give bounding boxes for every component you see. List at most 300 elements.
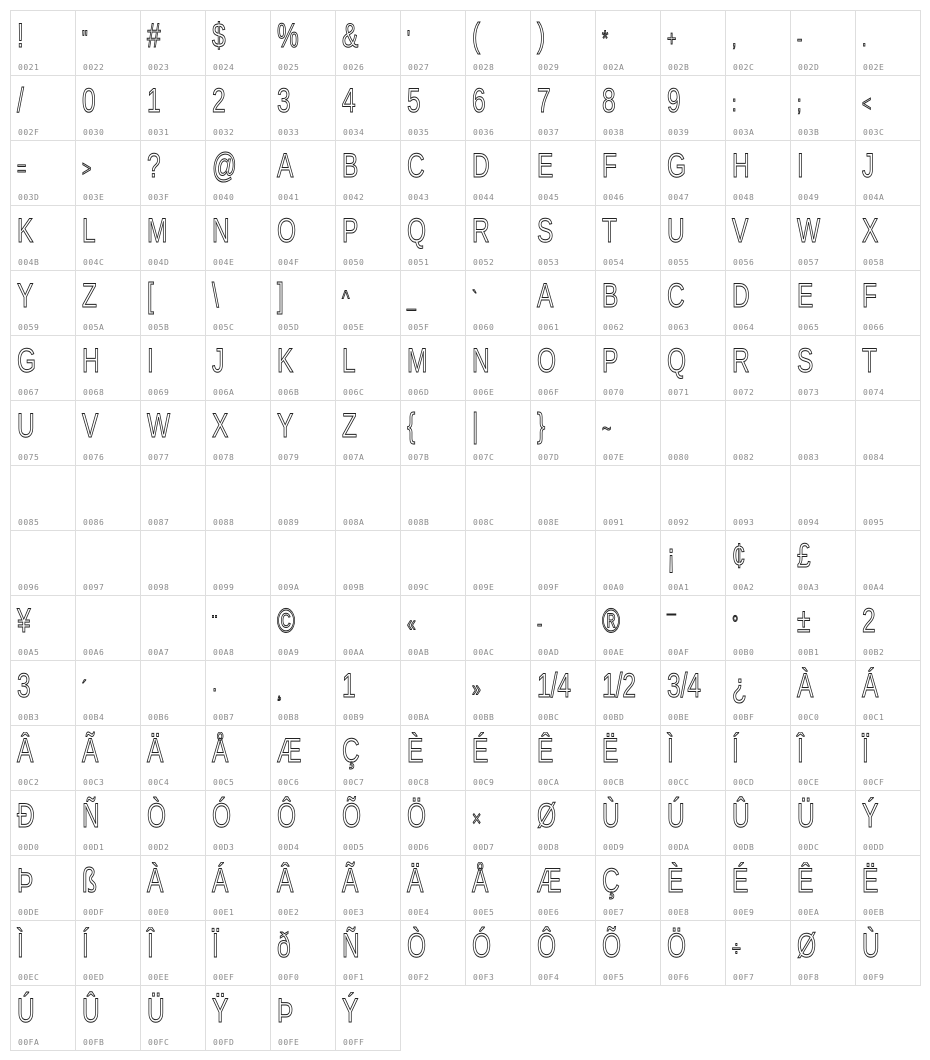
glyph-cell[interactable] <box>335 920 400 985</box>
glyph-cell[interactable] <box>270 920 335 985</box>
glyph-cell[interactable] <box>855 10 921 75</box>
glyph-cell[interactable] <box>725 725 790 790</box>
glyph-cell[interactable] <box>75 140 140 205</box>
glyph-preview: É <box>472 732 489 770</box>
glyph-cell[interactable] <box>660 920 725 986</box>
glyph-cell[interactable] <box>725 920 790 986</box>
glyph-cell[interactable] <box>725 75 790 140</box>
glyph-cell[interactable] <box>530 725 595 790</box>
glyph-preview: 1/4 <box>537 667 572 705</box>
codepoint-label: 0046 <box>603 193 625 202</box>
glyph-preview: 6 <box>472 82 486 120</box>
codepoint-label: 00D3 <box>213 843 235 852</box>
glyph-cell[interactable] <box>10 920 75 985</box>
glyph-preview: Û <box>82 992 100 1030</box>
codepoint-label: 00B4 <box>83 713 105 722</box>
glyph-cell[interactable] <box>75 400 140 465</box>
glyph-preview: Ò <box>147 797 167 835</box>
glyph-cell[interactable] <box>660 205 725 270</box>
glyph-cell[interactable] <box>855 270 921 335</box>
glyph-cell[interactable] <box>10 400 75 465</box>
glyph-cell[interactable] <box>725 335 790 400</box>
glyph-cell[interactable] <box>140 400 205 465</box>
glyph-cell[interactable] <box>140 595 205 660</box>
glyph-cell[interactable] <box>855 400 921 465</box>
glyph-cell[interactable] <box>75 855 140 920</box>
glyph-cell[interactable] <box>595 335 660 400</box>
glyph-preview: B <box>602 277 619 315</box>
glyph-cell[interactable] <box>465 920 530 986</box>
glyph-cell[interactable] <box>335 10 400 75</box>
glyph-cell[interactable] <box>530 660 595 725</box>
glyph-preview: · <box>212 676 218 701</box>
glyph-preview: @ <box>212 147 237 185</box>
glyph-preview: ¡ <box>667 537 676 575</box>
glyph-cell[interactable] <box>10 790 75 855</box>
glyph-preview: 3 <box>17 667 31 705</box>
glyph-cell[interactable] <box>660 10 725 75</box>
glyph-cell[interactable] <box>205 725 270 790</box>
glyph-preview: ð <box>277 927 291 965</box>
glyph-cell[interactable] <box>530 595 595 660</box>
codepoint-label: 00EC <box>18 973 40 982</box>
glyph-cell[interactable] <box>335 530 400 595</box>
glyph-preview: Â <box>17 732 34 770</box>
glyph-preview: 3/4 <box>667 667 702 705</box>
glyph-preview: ° <box>732 611 739 636</box>
codepoint-label: 008A <box>343 518 365 527</box>
glyph-cell[interactable] <box>660 725 725 790</box>
glyph-preview: _ <box>407 286 416 311</box>
glyph-cell[interactable] <box>400 10 465 75</box>
glyph-cell[interactable] <box>465 595 530 660</box>
glyph-preview: 9 <box>667 82 681 120</box>
glyph-cell[interactable] <box>205 400 270 465</box>
glyph-cell[interactable] <box>270 10 335 75</box>
glyph-cell[interactable] <box>205 660 270 725</box>
glyph-cell[interactable] <box>595 400 660 465</box>
glyph-cell[interactable] <box>205 790 270 855</box>
glyph-cell[interactable] <box>400 400 465 465</box>
glyph-preview: T <box>862 342 877 380</box>
glyph-cell[interactable] <box>335 400 400 465</box>
glyph-cell[interactable] <box>75 725 140 790</box>
glyph-preview: C <box>407 147 425 185</box>
codepoint-label: 0045 <box>538 193 560 202</box>
glyph-cell[interactable] <box>530 920 595 986</box>
glyph-cell[interactable] <box>75 920 140 985</box>
codepoint-label: 0051 <box>408 258 430 267</box>
glyph-cell[interactable] <box>530 205 595 270</box>
glyph-cell[interactable] <box>10 205 75 270</box>
glyph-cell[interactable] <box>465 465 530 530</box>
codepoint-label: 002A <box>603 63 625 72</box>
glyph-cell[interactable] <box>660 400 725 465</box>
glyph-cell[interactable] <box>270 465 335 530</box>
glyph-cell[interactable] <box>140 140 205 205</box>
glyph-preview: W <box>797 212 821 250</box>
glyph-cell[interactable] <box>725 400 790 465</box>
glyph-cell[interactable] <box>205 140 270 205</box>
glyph-cell[interactable] <box>205 75 270 140</box>
glyph-cell[interactable] <box>205 530 270 595</box>
glyph-cell[interactable] <box>660 595 725 660</box>
glyph-preview: | <box>472 407 479 445</box>
glyph-preview: Q <box>407 212 427 250</box>
codepoint-label: 00C3 <box>83 778 105 787</box>
glyph-cell[interactable] <box>660 465 725 530</box>
glyph-cell[interactable] <box>335 270 400 335</box>
glyph-cell[interactable] <box>10 530 75 595</box>
glyph-cell[interactable] <box>140 270 205 335</box>
glyph-preview: \ <box>212 277 219 315</box>
glyph-cell[interactable] <box>140 530 205 595</box>
glyph-preview: ~ <box>602 416 612 441</box>
glyph-cell[interactable] <box>660 335 725 400</box>
glyph-cell[interactable] <box>335 465 400 530</box>
glyph-cell[interactable] <box>595 530 660 595</box>
glyph-cell[interactable] <box>75 465 140 530</box>
glyph-preview: X <box>862 212 879 250</box>
glyph-cell[interactable] <box>790 10 855 75</box>
glyph-preview: Á <box>862 667 879 705</box>
codepoint-label: 00A5 <box>18 648 40 657</box>
codepoint-label: 008E <box>538 518 560 527</box>
glyph-cell[interactable] <box>270 855 335 920</box>
codepoint-label: 0059 <box>18 323 40 332</box>
glyph-cell[interactable] <box>790 465 855 530</box>
glyph-cell[interactable] <box>270 400 335 465</box>
glyph-cell[interactable] <box>140 10 205 75</box>
glyph-cell[interactable] <box>75 75 140 140</box>
glyph-preview: Æ <box>277 732 302 770</box>
glyph-cell[interactable] <box>465 75 530 140</box>
glyph-cell[interactable] <box>400 660 465 725</box>
glyph-cell[interactable] <box>530 270 595 335</box>
glyph-cell[interactable] <box>335 75 400 140</box>
glyph-cell[interactable] <box>660 855 725 920</box>
glyph-cell[interactable] <box>595 790 660 855</box>
glyph-cell[interactable] <box>10 270 75 335</box>
glyph-cell[interactable] <box>270 530 335 595</box>
glyph-cell[interactable] <box>140 855 205 920</box>
glyph-cell[interactable] <box>595 660 660 725</box>
glyph-cell[interactable] <box>855 530 921 595</box>
glyph-cell[interactable] <box>725 660 790 725</box>
glyph-cell[interactable] <box>660 140 725 205</box>
glyph-cell[interactable] <box>465 205 530 270</box>
glyph-cell[interactable] <box>270 205 335 270</box>
glyph-cell[interactable] <box>530 400 595 465</box>
glyph-cell[interactable] <box>270 595 335 660</box>
glyph-cell[interactable] <box>790 140 855 205</box>
codepoint-label: 00BA <box>408 713 430 722</box>
codepoint-label: 0080 <box>668 453 690 462</box>
glyph-cell[interactable] <box>10 465 75 530</box>
glyph-preview: ´ <box>82 676 88 701</box>
codepoint-label: 00E9 <box>733 908 755 917</box>
glyph-cell[interactable] <box>660 790 725 855</box>
glyph-cell[interactable] <box>595 75 660 140</box>
glyph-preview: E <box>797 277 814 315</box>
glyph-cell[interactable] <box>725 595 790 660</box>
glyph-preview: Ï <box>212 927 219 965</box>
glyph-cell[interactable] <box>140 920 205 985</box>
glyph-cell[interactable] <box>140 205 205 270</box>
glyph-cell[interactable] <box>595 10 660 75</box>
glyph-cell[interactable] <box>855 205 921 270</box>
glyph-cell[interactable] <box>855 595 921 660</box>
glyph-cell[interactable] <box>790 75 855 140</box>
glyph-cell[interactable] <box>140 985 205 1051</box>
codepoint-label: 00A1 <box>668 583 690 592</box>
glyph-cell[interactable] <box>790 790 855 855</box>
glyph-cell[interactable] <box>530 790 595 855</box>
glyph-cell[interactable] <box>660 75 725 140</box>
glyph-cell[interactable] <box>790 725 855 790</box>
glyph-preview: P <box>342 212 359 250</box>
glyph-cell[interactable] <box>530 10 595 75</box>
glyph-cell[interactable] <box>140 335 205 400</box>
glyph-cell[interactable] <box>205 10 270 75</box>
glyph-cell[interactable] <box>790 855 855 920</box>
codepoint-label: 00DE <box>18 908 40 917</box>
glyph-cell[interactable] <box>75 10 140 75</box>
glyph-cell[interactable] <box>75 660 140 725</box>
glyph-cell[interactable] <box>465 530 530 595</box>
glyph-cell[interactable] <box>855 75 921 140</box>
glyph-preview: D <box>472 147 490 185</box>
codepoint-label: 00BD <box>603 713 625 722</box>
codepoint-label: 0063 <box>668 323 690 332</box>
glyph-cell[interactable] <box>790 335 855 400</box>
glyph-cell[interactable] <box>465 660 530 725</box>
glyph-cell[interactable] <box>270 790 335 855</box>
glyph-cell[interactable] <box>270 985 335 1051</box>
glyph-cell[interactable] <box>140 790 205 855</box>
glyph-cell[interactable] <box>10 595 75 660</box>
glyph-cell[interactable] <box>10 985 75 1051</box>
glyph-preview: Ö <box>407 797 427 835</box>
glyph-cell[interactable] <box>75 790 140 855</box>
glyph-cell[interactable] <box>10 855 75 920</box>
glyph-cell[interactable] <box>790 205 855 270</box>
glyph-preview: 2 <box>212 82 226 120</box>
glyph-cell[interactable] <box>400 335 465 400</box>
glyph-cell[interactable] <box>140 725 205 790</box>
glyph-cell[interactable] <box>530 530 595 595</box>
codepoint-label: 0029 <box>538 63 560 72</box>
glyph-cell[interactable] <box>855 140 921 205</box>
glyph-cell[interactable] <box>725 10 790 75</box>
glyph-cell[interactable] <box>205 335 270 400</box>
glyph-cell[interactable] <box>10 335 75 400</box>
glyph-cell[interactable] <box>205 205 270 270</box>
glyph-cell[interactable] <box>855 725 921 790</box>
glyph-cell[interactable] <box>530 335 595 400</box>
glyph-cell[interactable] <box>465 400 530 465</box>
glyph-cell[interactable] <box>465 270 530 335</box>
glyph-cell[interactable] <box>725 270 790 335</box>
glyph-cell[interactable] <box>855 465 921 530</box>
glyph-cell[interactable] <box>725 465 790 530</box>
glyph-cell[interactable] <box>270 140 335 205</box>
glyph-cell[interactable] <box>400 270 465 335</box>
glyph-cell[interactable] <box>75 205 140 270</box>
glyph-cell[interactable] <box>465 140 530 205</box>
glyph-cell[interactable] <box>530 855 595 920</box>
glyph-cell[interactable] <box>595 920 660 986</box>
glyph-preview: Û <box>732 797 750 835</box>
glyph-cell[interactable] <box>75 270 140 335</box>
glyph-cell[interactable] <box>75 985 140 1051</box>
glyph-cell[interactable] <box>400 725 465 790</box>
glyph-preview: & <box>342 17 359 55</box>
glyph-cell[interactable] <box>400 920 465 986</box>
glyph-preview: ¿ <box>732 667 747 705</box>
glyph-cell[interactable] <box>75 335 140 400</box>
codepoint-label: 003C <box>863 128 885 137</box>
glyph-cell[interactable] <box>595 855 660 920</box>
glyph-cell[interactable] <box>10 75 75 140</box>
glyph-cell[interactable] <box>790 270 855 335</box>
glyph-cell[interactable] <box>725 140 790 205</box>
glyph-cell[interactable] <box>790 660 855 725</box>
glyph-cell[interactable] <box>465 855 530 920</box>
codepoint-label: 008C <box>473 518 495 527</box>
glyph-cell[interactable] <box>205 920 270 985</box>
glyph-cell[interactable] <box>400 205 465 270</box>
glyph-preview: » <box>472 676 481 701</box>
codepoint-label: 00B9 <box>343 713 365 722</box>
glyph-cell[interactable] <box>75 530 140 595</box>
glyph-cell[interactable] <box>10 725 75 790</box>
glyph-cell[interactable] <box>335 985 401 1051</box>
glyph-cell[interactable] <box>855 855 921 920</box>
glyph-cell[interactable] <box>140 75 205 140</box>
glyph-cell[interactable] <box>465 725 530 790</box>
codepoint-label: 00CD <box>733 778 755 787</box>
glyph-cell[interactable] <box>335 595 400 660</box>
glyph-preview: Ò <box>407 927 427 965</box>
codepoint-label: 00D4 <box>278 843 300 852</box>
glyph-cell[interactable] <box>725 855 790 920</box>
glyph-cell[interactable] <box>595 465 660 530</box>
codepoint-label: 00D1 <box>83 843 105 852</box>
glyph-cell[interactable] <box>465 10 530 75</box>
glyph-cell[interactable] <box>205 595 270 660</box>
glyph-cell[interactable] <box>790 595 855 660</box>
glyph-cell[interactable] <box>530 140 595 205</box>
glyph-preview: ; <box>797 91 802 116</box>
glyph-cell[interactable] <box>400 465 465 530</box>
glyph-cell[interactable] <box>400 595 465 660</box>
glyph-cell[interactable] <box>400 790 465 855</box>
glyph-cell[interactable] <box>335 660 400 725</box>
glyph-cell[interactable] <box>465 790 530 855</box>
glyph-preview: Ù <box>862 927 880 965</box>
glyph-cell[interactable] <box>10 10 75 75</box>
glyph-cell[interactable] <box>270 335 335 400</box>
codepoint-label: 0068 <box>83 388 105 397</box>
glyph-cell[interactable] <box>335 140 400 205</box>
codepoint-label: 00E0 <box>148 908 170 917</box>
glyph-cell[interactable] <box>660 660 725 725</box>
glyph-preview: G <box>17 342 37 380</box>
glyph-cell[interactable] <box>75 595 140 660</box>
glyph-cell[interactable] <box>335 205 400 270</box>
glyph-cell[interactable] <box>140 660 205 725</box>
glyph-cell[interactable] <box>270 270 335 335</box>
glyph-cell[interactable] <box>660 270 725 335</box>
glyph-cell[interactable] <box>140 465 205 530</box>
glyph-cell[interactable] <box>10 140 75 205</box>
glyph-cell[interactable] <box>465 335 530 400</box>
codepoint-label: 004E <box>213 258 235 267</box>
glyph-cell[interactable] <box>205 985 270 1051</box>
glyph-cell[interactable] <box>855 920 921 986</box>
glyph-cell[interactable] <box>595 725 660 790</box>
glyph-cell[interactable] <box>400 855 465 920</box>
glyph-cell[interactable] <box>270 75 335 140</box>
glyph-preview: Ó <box>472 927 492 965</box>
codepoint-label: 004F <box>278 258 300 267</box>
glyph-cell[interactable] <box>595 140 660 205</box>
glyph-cell[interactable] <box>335 855 400 920</box>
glyph-cell[interactable] <box>595 270 660 335</box>
glyph-cell[interactable] <box>855 790 921 855</box>
glyph-cell[interactable] <box>595 595 660 660</box>
glyph-cell[interactable] <box>530 75 595 140</box>
glyph-cell[interactable] <box>725 790 790 855</box>
codepoint-label: 009E <box>473 583 495 592</box>
glyph-preview: Z <box>82 277 97 315</box>
glyph-cell[interactable] <box>400 75 465 140</box>
glyph-cell[interactable] <box>725 205 790 270</box>
glyph-cell[interactable] <box>335 335 400 400</box>
codepoint-label: 0055 <box>668 258 690 267</box>
glyph-cell[interactable] <box>790 920 855 986</box>
glyph-cell[interactable] <box>10 660 75 725</box>
glyph-preview: = <box>17 156 27 181</box>
glyph-cell[interactable] <box>725 530 790 595</box>
codepoint-label: 00A9 <box>278 648 300 657</box>
glyph-cell[interactable] <box>270 725 335 790</box>
glyph-cell[interactable] <box>205 465 270 530</box>
glyph-cell[interactable] <box>595 205 660 270</box>
glyph-cell[interactable] <box>335 790 400 855</box>
glyph-cell[interactable] <box>205 270 270 335</box>
glyph-cell[interactable] <box>660 530 725 595</box>
codepoint-label: 002F <box>18 128 40 137</box>
glyph-preview: V <box>732 212 749 250</box>
glyph-cell[interactable] <box>400 530 465 595</box>
glyph-cell[interactable] <box>855 335 921 400</box>
glyph-cell[interactable] <box>400 140 465 205</box>
codepoint-label: 0088 <box>213 518 235 527</box>
glyph-cell[interactable] <box>530 465 595 530</box>
glyph-cell[interactable] <box>790 400 855 465</box>
codepoint-label: 00F6 <box>668 973 690 982</box>
codepoint-label: 00DF <box>83 908 105 917</box>
glyph-cell[interactable] <box>855 660 921 725</box>
glyph-cell[interactable] <box>335 725 400 790</box>
glyph-cell[interactable] <box>205 855 270 920</box>
glyph-cell[interactable] <box>270 660 335 725</box>
codepoint-label: 00B6 <box>148 713 170 722</box>
glyph-cell[interactable] <box>790 530 855 595</box>
glyph-preview: H <box>732 147 750 185</box>
